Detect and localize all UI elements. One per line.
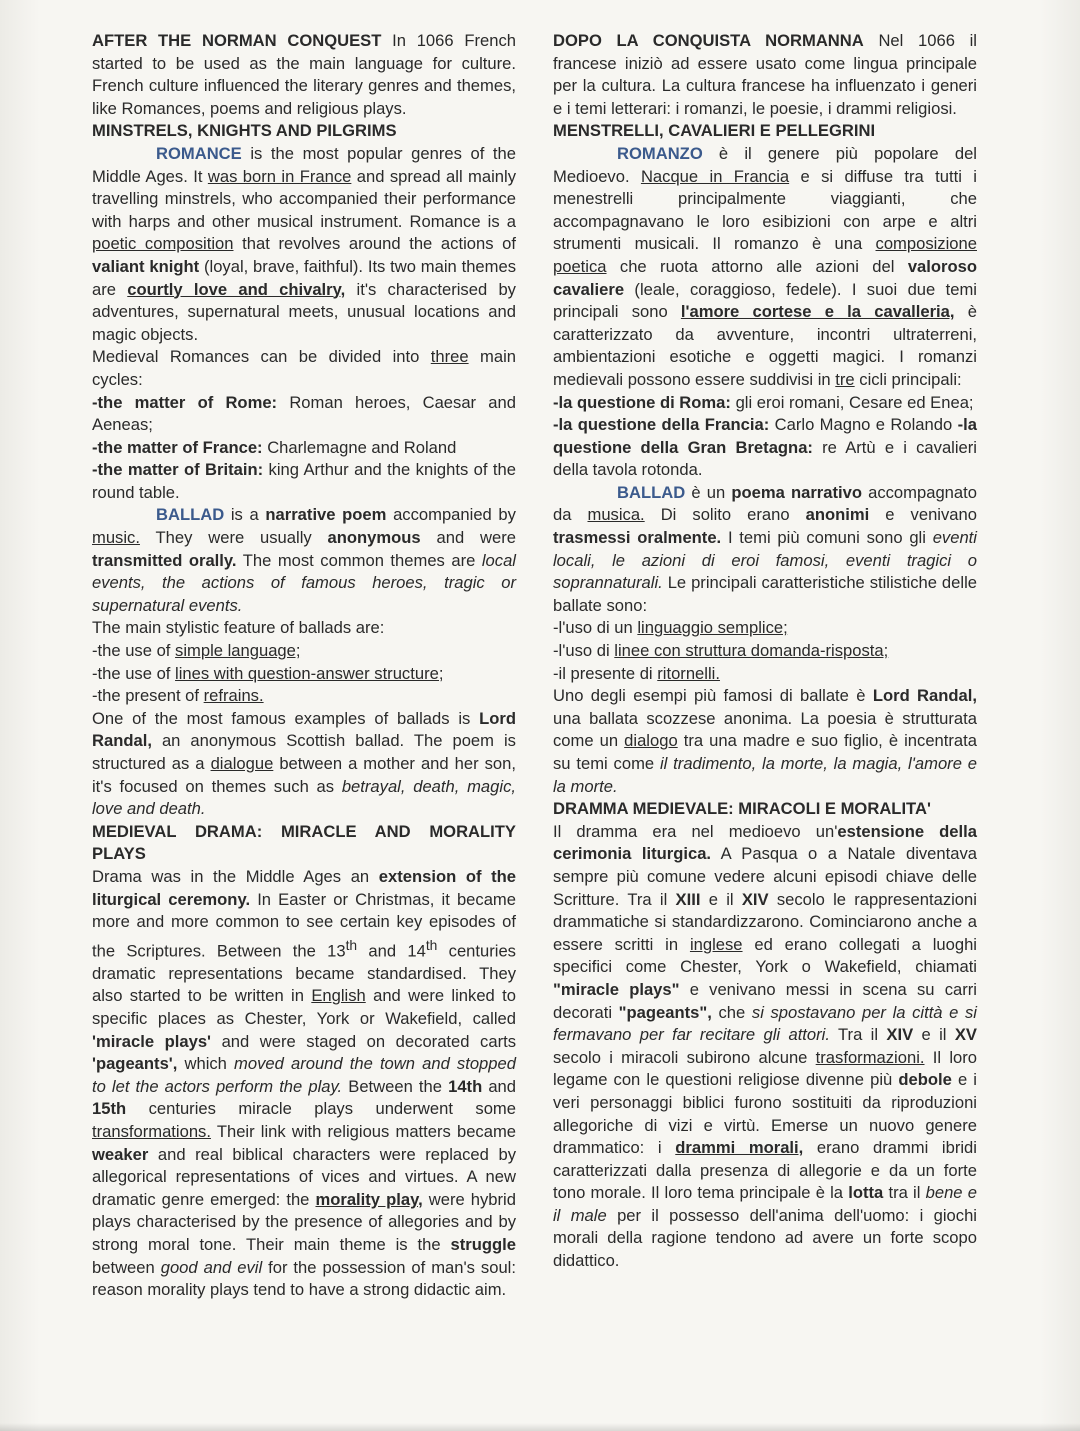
lord-randal-underline: dialogue: [210, 754, 274, 773]
style-item-3-it: [553, 663, 977, 686]
drama-sup-2: th: [425, 936, 438, 953]
ballad-text-e-it: I temi più comuni sono gli: [727, 528, 926, 548]
drama-bold-3: 'pageants',: [92, 1054, 178, 1074]
page-bottom-edge: [0, 1423, 1080, 1431]
drama-text-g: and were staged on decorated carts: [221, 1031, 516, 1051]
romance-term: ROMANCE: [156, 143, 242, 163]
cycles-intro: [92, 346, 516, 391]
lord-randal-underline-it: dialogo: [624, 731, 678, 751]
drama-paragraph: [92, 866, 516, 1302]
cycles-text-b-it: cicli principali:: [859, 369, 962, 389]
matter-rome-text-it: gli eroi romani, Cesare ed Enea;: [735, 392, 974, 412]
minstrels-heading-it: MENSTRELLI, CAVALIERI E PELLEGRINI: [553, 121, 876, 141]
drama-text-n-it: e i veri personaggi biblici furono sostituiti da riproduzioni allegoriche di vizi e virtù. Emerse un nuovo genere drammatico: i: [553, 1070, 977, 1158]
style-2-underline-it: linee con struttura domanda-risposta;: [614, 641, 889, 661]
romance-text-e-it: è caratterizzato da avventure, incontri ultraterreni, ambientazioni esotiche e oggetti magici.: [553, 302, 977, 367]
lord-randal-bold: Lord Randal,: [92, 708, 516, 751]
matter-france-label: -the matter of France:: [92, 437, 263, 457]
ballad-bold-2: anonymous: [327, 528, 421, 548]
drama-bold-4: 14th: [448, 1076, 483, 1096]
drama-italic-1: moved around the town and stopped to let the actors perform the play.: [92, 1054, 516, 1096]
drama-text-e: centuries dramatic representations became standardised. They also started to be written in: [92, 941, 516, 1006]
ballad-text-b: accompanied by: [393, 505, 516, 525]
drama-text-d: and 14: [368, 941, 426, 961]
norman-conquest-heading: AFTER THE NORMAN CONQUEST: [92, 31, 382, 50]
drama-bold-5-it: XV: [954, 1025, 977, 1045]
lord-randal-text-d: between a mother and her son, it's focused on themes such as: [92, 754, 516, 796]
drama-bold-3-it: "pageants",: [618, 1002, 712, 1022]
ballad-paragraph-it: [553, 482, 977, 618]
ballad-text-a-it: è un: [691, 482, 726, 502]
style-1-text-it: -l'uso di un: [553, 618, 633, 638]
matter-rome-label: -the matter of Rome:: [92, 392, 278, 412]
romance-bold-1: valiant knight: [92, 256, 200, 276]
drama-underline-1-it: inglese: [689, 934, 743, 954]
romance-text-a: is the most popular genres of the Middle Ages. It: [92, 143, 516, 186]
ballad-term: BALLAD: [156, 505, 225, 525]
lord-randal-paragraph: [92, 708, 516, 821]
matter-britain: [92, 459, 516, 504]
ballad-term-it: BALLAD: [617, 482, 686, 502]
lord-randal-text-d-it: tra una madre e suo figlio, è incentrata su temi come: [553, 731, 977, 773]
drama-bold-7: struggle: [450, 1235, 516, 1254]
romance-underline-2: poetic composition: [92, 234, 234, 254]
romance-paragraph: [92, 143, 516, 346]
ballad-text-b-it: accompagnato da: [553, 482, 977, 525]
romance-text-a-it: è il genere più popolare del Medioevo.: [553, 143, 977, 186]
style-item-1: [92, 640, 516, 663]
matter-britain-text-it: re Artù e i cavalieri della tavola rotonda.: [553, 437, 977, 480]
ballad-italic-it: eventi locali, le azioni di eroi famosi, eventi tragici o soprannaturali.: [553, 528, 977, 593]
drama-text-a-it: Il dramma era nel medioevo un': [553, 821, 838, 841]
ballad-text-e: The most common themes are: [242, 550, 476, 570]
style-item-1-it: [553, 617, 977, 640]
drama-text-l: centuries miracle plays underwent some: [148, 1099, 516, 1119]
romance-text-c-it: che ruota attorno alle azioni del: [619, 256, 895, 276]
drama-text-p-it: tra il: [888, 1183, 921, 1203]
medieval-drama-heading: MEDIEVAL DRAMA: MIRACLE AND MORALITY PLAYS: [92, 821, 516, 864]
lord-randal-bold-it: Lord Randal,: [872, 686, 977, 706]
drama-bold-7-it: lotta: [848, 1183, 884, 1203]
style-2-underline: lines with question-answer structure;: [175, 663, 444, 683]
cycles-underline-it: tre: [835, 369, 855, 389]
ballad-underline-1-it: musica.: [587, 505, 645, 525]
matter-britain-label: -the matter of Britain:: [92, 460, 264, 480]
drama-bold-4-it: XIV: [886, 1025, 914, 1045]
matter-france-text-it: Carlo Magno e Rolando: [774, 415, 953, 435]
matter-rome-it: [553, 392, 977, 415]
drama-underline-3: morality play,: [315, 1189, 423, 1209]
drama-text-j: Between the: [348, 1076, 442, 1096]
matter-france-text: Charlemagne and Roland: [267, 437, 457, 457]
drama-text-f-it: ed erano collegati a luoghi specifici come Chester, York o Wakefield, chiamati: [553, 934, 977, 977]
drama-bold-2: 'miracle plays': [92, 1031, 211, 1051]
romance-text-d-it: (leale, coraggioso, fedele). I suoi due temi principali sono: [553, 279, 977, 322]
drama-text-k: and: [488, 1076, 516, 1096]
drama-text-m-it: Il loro legame con le questioni religiose divenne più: [553, 1047, 977, 1090]
style-1-underline: simple language;: [175, 641, 301, 661]
lord-randal-text-c: an anonymous Scottish ballad. The poem is structured as a: [92, 731, 516, 773]
drama-text-g-it: e venivano messi in scena su carri decorati: [553, 979, 977, 1022]
style-2-text: -the use of: [92, 663, 171, 683]
romance-text-c: that revolves around the actions of: [242, 234, 517, 254]
lord-randal-text-a: One of the most famous examples of ballads is: [92, 708, 471, 728]
drama-underline-2-it: trasformazioni.: [815, 1047, 925, 1067]
norman-conquest-paragraph-it: [553, 30, 977, 120]
drama-sup-2-it: XIV: [741, 889, 769, 909]
ballad-italic: local events, the actions of famous heroes, tragic or supernatural events.: [92, 550, 516, 615]
drama-text-d-it: e il: [708, 889, 734, 909]
cycles-text-a-it: I romanzi medievali possono essere suddivisi in: [553, 347, 977, 389]
norman-conquest-text: In 1066 French started to be used as the main language for culture. French culture influenced the literary genres and themes, like Romances, poems and religious plays.: [92, 31, 516, 118]
cycles-text-a: Medieval Romances can be divided into: [92, 347, 420, 367]
romance-underline-3: courtly love and chivalry,: [127, 279, 346, 299]
style-3-underline: refrains.: [203, 686, 264, 706]
ballad-text-c-it: Di solito erano: [660, 505, 790, 525]
lord-randal-text-c-it: una ballata scozzese anonima. La poesia è strutturata come un: [553, 708, 977, 751]
stylistic-intro: The main stylistic feature of ballads are:: [92, 618, 385, 638]
style-1-text: -the use of: [92, 641, 171, 661]
drama-sup-1-it: XIII: [675, 889, 701, 909]
minstrels-heading: MINSTRELS, KNIGHTS AND PILGRIMS: [92, 121, 397, 141]
style-item-3: [92, 685, 516, 708]
style-2-text-it: -l'uso di: [553, 641, 610, 661]
lord-randal-italic-it: il tradimento, la morte, la magia, l'amore e la morte.: [553, 754, 977, 796]
romance-text-d: (loyal, brave, faithful). Its two main themes are: [92, 256, 516, 299]
matter-rome: [92, 392, 516, 437]
medieval-drama-heading-it: DRAMMA MEDIEVALE: MIRACOLI E MORALITA': [553, 799, 931, 819]
drama-underline-1: English: [311, 986, 366, 1006]
drama-text-k-it: e il: [921, 1025, 947, 1045]
ballad-text-d: and were: [436, 528, 516, 548]
romance-text-b: and spread all mainly travelling minstrels, who accompanied their performance with harps and other musical instrument. Romance is a: [92, 166, 516, 231]
drama-text-q: for the possession of man's soul: reason morality plays tend to have a strong didactic aim.: [92, 1257, 516, 1300]
ballad-bold-3: transmitted orally.: [92, 550, 237, 570]
romance-underline-1-it: Nacque in Francia: [640, 166, 790, 186]
matter-rome-text: Roman heroes, Caesar and Aeneas;: [92, 392, 516, 435]
drama-text-q-it: per il possesso dell'anima dell'uomo: i giochi morali della ragione tendono ad avere un forte scopo didattico.: [553, 1205, 977, 1271]
drama-text-o: were hybrid plays characterised by the presence of allegories and by strong moral tone. Their main theme is the: [92, 1189, 516, 1254]
lord-randal-italic: betrayal, death, magic, love and death.: [92, 776, 516, 819]
drama-bold-6: weaker: [92, 1144, 149, 1164]
romance-text-b-it: e si diffuse tra tutti i menestrelli principalmente viaggianti, che accompagnavano le loro esibizioni con arpe e altri strumenti musicali. Il romanzo è una: [553, 166, 977, 254]
ballad-bold-3-it: trasmessi oralmente.: [553, 528, 722, 548]
drama-text-o-it: erano drammi ibridi caratterizzati dalla presenza di allegorie e da un forte tono morale. Il loro tema principale è la: [553, 1138, 977, 1203]
lord-randal-paragraph-it: [553, 685, 977, 798]
drama-sup-1: th: [345, 936, 358, 953]
drama-underline-2: transformations.: [92, 1122, 211, 1142]
ballad-bold-1-it: poema narrativo: [731, 482, 862, 502]
romance-underline-3-it: l'amore cortese e la cavalleria,: [680, 302, 955, 322]
drama-text-m: Their link with religious matters became: [216, 1122, 517, 1142]
style-item-2-it: [553, 640, 977, 663]
matter-rome-label-it: -la questione di Roma:: [553, 392, 731, 412]
cycles-text-b: main cycles:: [92, 347, 516, 389]
drama-text-n: and real biblical characters were replaced by allegorical representations of vices and virtues. A new dramatic genre emerged: the: [92, 1144, 516, 1209]
drama-text-h: which: [184, 1054, 227, 1074]
lord-randal-text-a-it: Uno degli esempi più famosi di ballate è: [553, 686, 866, 706]
romance-term-it: ROMANZO: [617, 143, 703, 163]
drama-bold-1-it: estensione della cerimonia liturgica.: [553, 821, 977, 864]
drama-bold-5: 15th: [92, 1099, 127, 1119]
drama-text-l-it: secolo i miracoli subirono alcune: [553, 1047, 808, 1067]
ballad-bold-2-it: anonimi: [805, 505, 870, 525]
norman-conquest-heading-it: DOPO LA CONQUISTA NORMANNA: [553, 31, 864, 50]
drama-text-h-it: che: [718, 1002, 746, 1022]
drama-italic-2-it: bene e il male: [553, 1183, 977, 1225]
norman-conquest-paragraph: [92, 30, 516, 120]
english-column: [92, 30, 516, 1302]
style-3-underline-it: ritornelli.: [657, 663, 720, 683]
style-3-text-it: -il presente di: [553, 663, 653, 683]
style-item-2: [92, 663, 516, 686]
drama-italic-1-it: si spostavano per la città e si fermavano per far recitare gli attori.: [553, 1002, 977, 1045]
romance-paragraph-it: [553, 143, 977, 392]
ballad-underline-1: music.: [92, 528, 140, 548]
ballad-text-d-it: e venivano: [885, 505, 977, 525]
italian-column: [553, 30, 977, 1273]
cycles-underline: three: [430, 347, 469, 367]
ballad-text-c: They were usually: [155, 528, 312, 548]
style-3-text: -the present of: [92, 686, 200, 706]
matter-france-label-it: -la questione della Francia:: [553, 415, 770, 435]
drama-bold-1: extension of the liturgical ceremony.: [92, 866, 516, 909]
style-1-underline-it: linguaggio semplice;: [637, 618, 788, 638]
drama-text-j-it: Tra il: [838, 1025, 879, 1045]
drama-bold-2-it: "miracle plays": [553, 979, 680, 999]
drama-text-e-it: secolo le rappresentazioni drammatiche si standardizzarono. Cominciarono anche a essere scritti in: [553, 889, 977, 954]
matter-france-britain-it: [553, 414, 977, 482]
drama-underline-3-it: drammi morali,: [675, 1138, 804, 1158]
ballad-bold-1: narrative poem: [265, 505, 387, 525]
matter-france: [92, 437, 516, 460]
stylistic-intro-it: Le principali caratteristiche stilistiche delle ballate sono:: [553, 573, 977, 615]
drama-text-f: and were linked to specific places as Chester, York or Wakefield, called: [92, 986, 516, 1029]
drama-italic-2: good and evil: [160, 1257, 263, 1277]
romance-underline-2-it: composizione poetica: [553, 234, 977, 276]
ballad-paragraph: [92, 504, 516, 617]
matter-britain-label-it: -la questione della Gran Bretagna:: [553, 415, 977, 457]
matter-britain-text: king Arthur and the knights of the round table.: [92, 460, 516, 502]
romance-underline-1: was born in France: [207, 166, 352, 186]
norman-conquest-text-it: Nel 1066 il francese iniziò ad essere usato come lingua principale per la cultura. La cultura francese ha influenzato i generi e i temi letterari: i romanzi, le poesie, i drammi religiosi.: [553, 31, 977, 118]
drama-paragraph-it: [553, 821, 977, 1273]
romance-bold-1-it: valoroso cavaliere: [553, 256, 977, 299]
drama-text-a: Drama was in the Middle Ages an: [92, 866, 370, 886]
drama-bold-6-it: debole: [898, 1070, 952, 1090]
ballad-text-a: is a: [230, 505, 259, 525]
drama-text-c-it: A Pasqua o a Natale diventava sempre più comune vedere alcuni episodi chiave delle Scritture. Tra il: [553, 844, 978, 909]
drama-text-c: In Easter or Christmas, it became more and more common to see certain key episodes of the Scriptures. Between the 13: [92, 889, 516, 961]
drama-text-p: between: [92, 1257, 155, 1277]
romance-text-e: it's characterised by adventures, supernatural meets, unusual locations and magic objects.: [92, 279, 516, 344]
